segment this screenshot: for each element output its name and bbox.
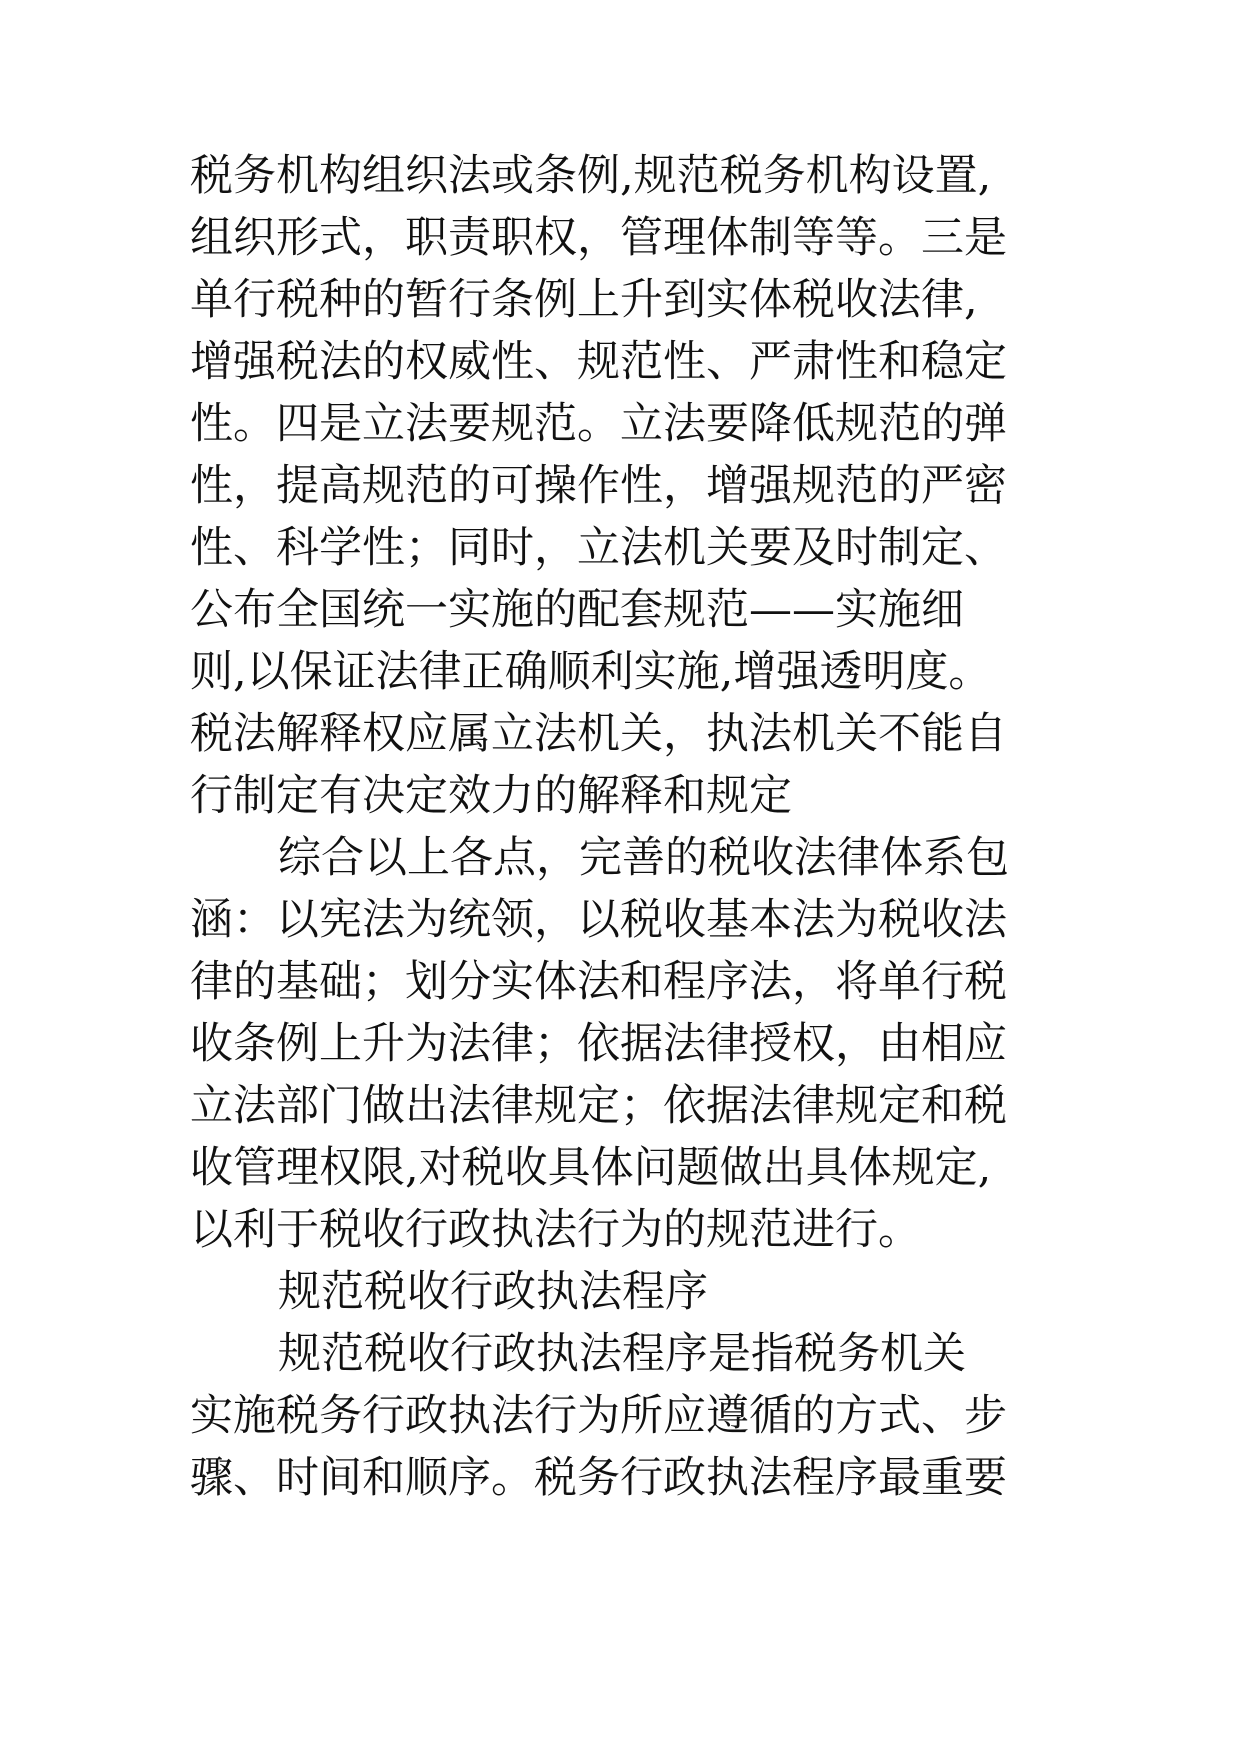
- text-line-3: 单行税种的暂行条例上升到实体税收法律,: [190, 275, 978, 325]
- section-heading: 规范税收行政执法程序: [278, 1267, 708, 1317]
- text-line-18: 以利于税收行政执法行为的规范进行。: [190, 1205, 921, 1255]
- text-line-17: 收管理权限,对税收具体问题做出具体规定,: [190, 1143, 992, 1193]
- text-line-12: 综合以上各点，完善的税收法律体系包: [278, 833, 1009, 883]
- text-line-13: 涵：以宪法为统领，以税收基本法为税收法: [190, 895, 1007, 945]
- text-line-4: 增强税法的权威性、规范性、严肃性和稳定: [190, 337, 1007, 387]
- document-body: [190, 145, 1190, 1509]
- text-line-21: 实施税务行政执法行为所应遵循的方式、步: [190, 1391, 1007, 1441]
- text-line-9: 则,以保证法律正确顺利实施,增强透明度。: [190, 647, 992, 697]
- text-line-8: 公布全国统一实施的配套规范——实施细: [190, 585, 964, 635]
- text-line-10: 税法解释权应属立法机关，执法机关不能自: [190, 709, 1007, 759]
- text-line-15: 收条例上升为法律；依据法律授权，由相应: [190, 1019, 1007, 1069]
- text-line-6: 性，提高规范的可操作性，增强规范的严密: [190, 461, 1007, 511]
- text-line-5: 性。四是立法要规范。立法要降低规范的弹: [190, 399, 1007, 449]
- text-line-2: 组织形式，职责职权，管理体制等等。三是: [190, 213, 1007, 263]
- text-line-20: 规范税收行政执法程序是指税务机关: [278, 1329, 966, 1379]
- text-line-1: 税务机构组织法或条例,规范税务机构设置,: [190, 151, 992, 201]
- text-line-7: 性、科学性；同时，立法机关要及时制定、: [190, 523, 1007, 573]
- text-line-16: 立法部门做出法律规定；依据法律规定和税: [190, 1081, 1007, 1131]
- text-line-22: 骤、时间和顺序。税务行政执法程序最重要: [190, 1453, 1007, 1503]
- text-line-11: 行制定有决定效力的解释和规定: [190, 771, 792, 821]
- text-line-14: 律的基础；划分实体法和程序法，将单行税: [190, 957, 1007, 1007]
